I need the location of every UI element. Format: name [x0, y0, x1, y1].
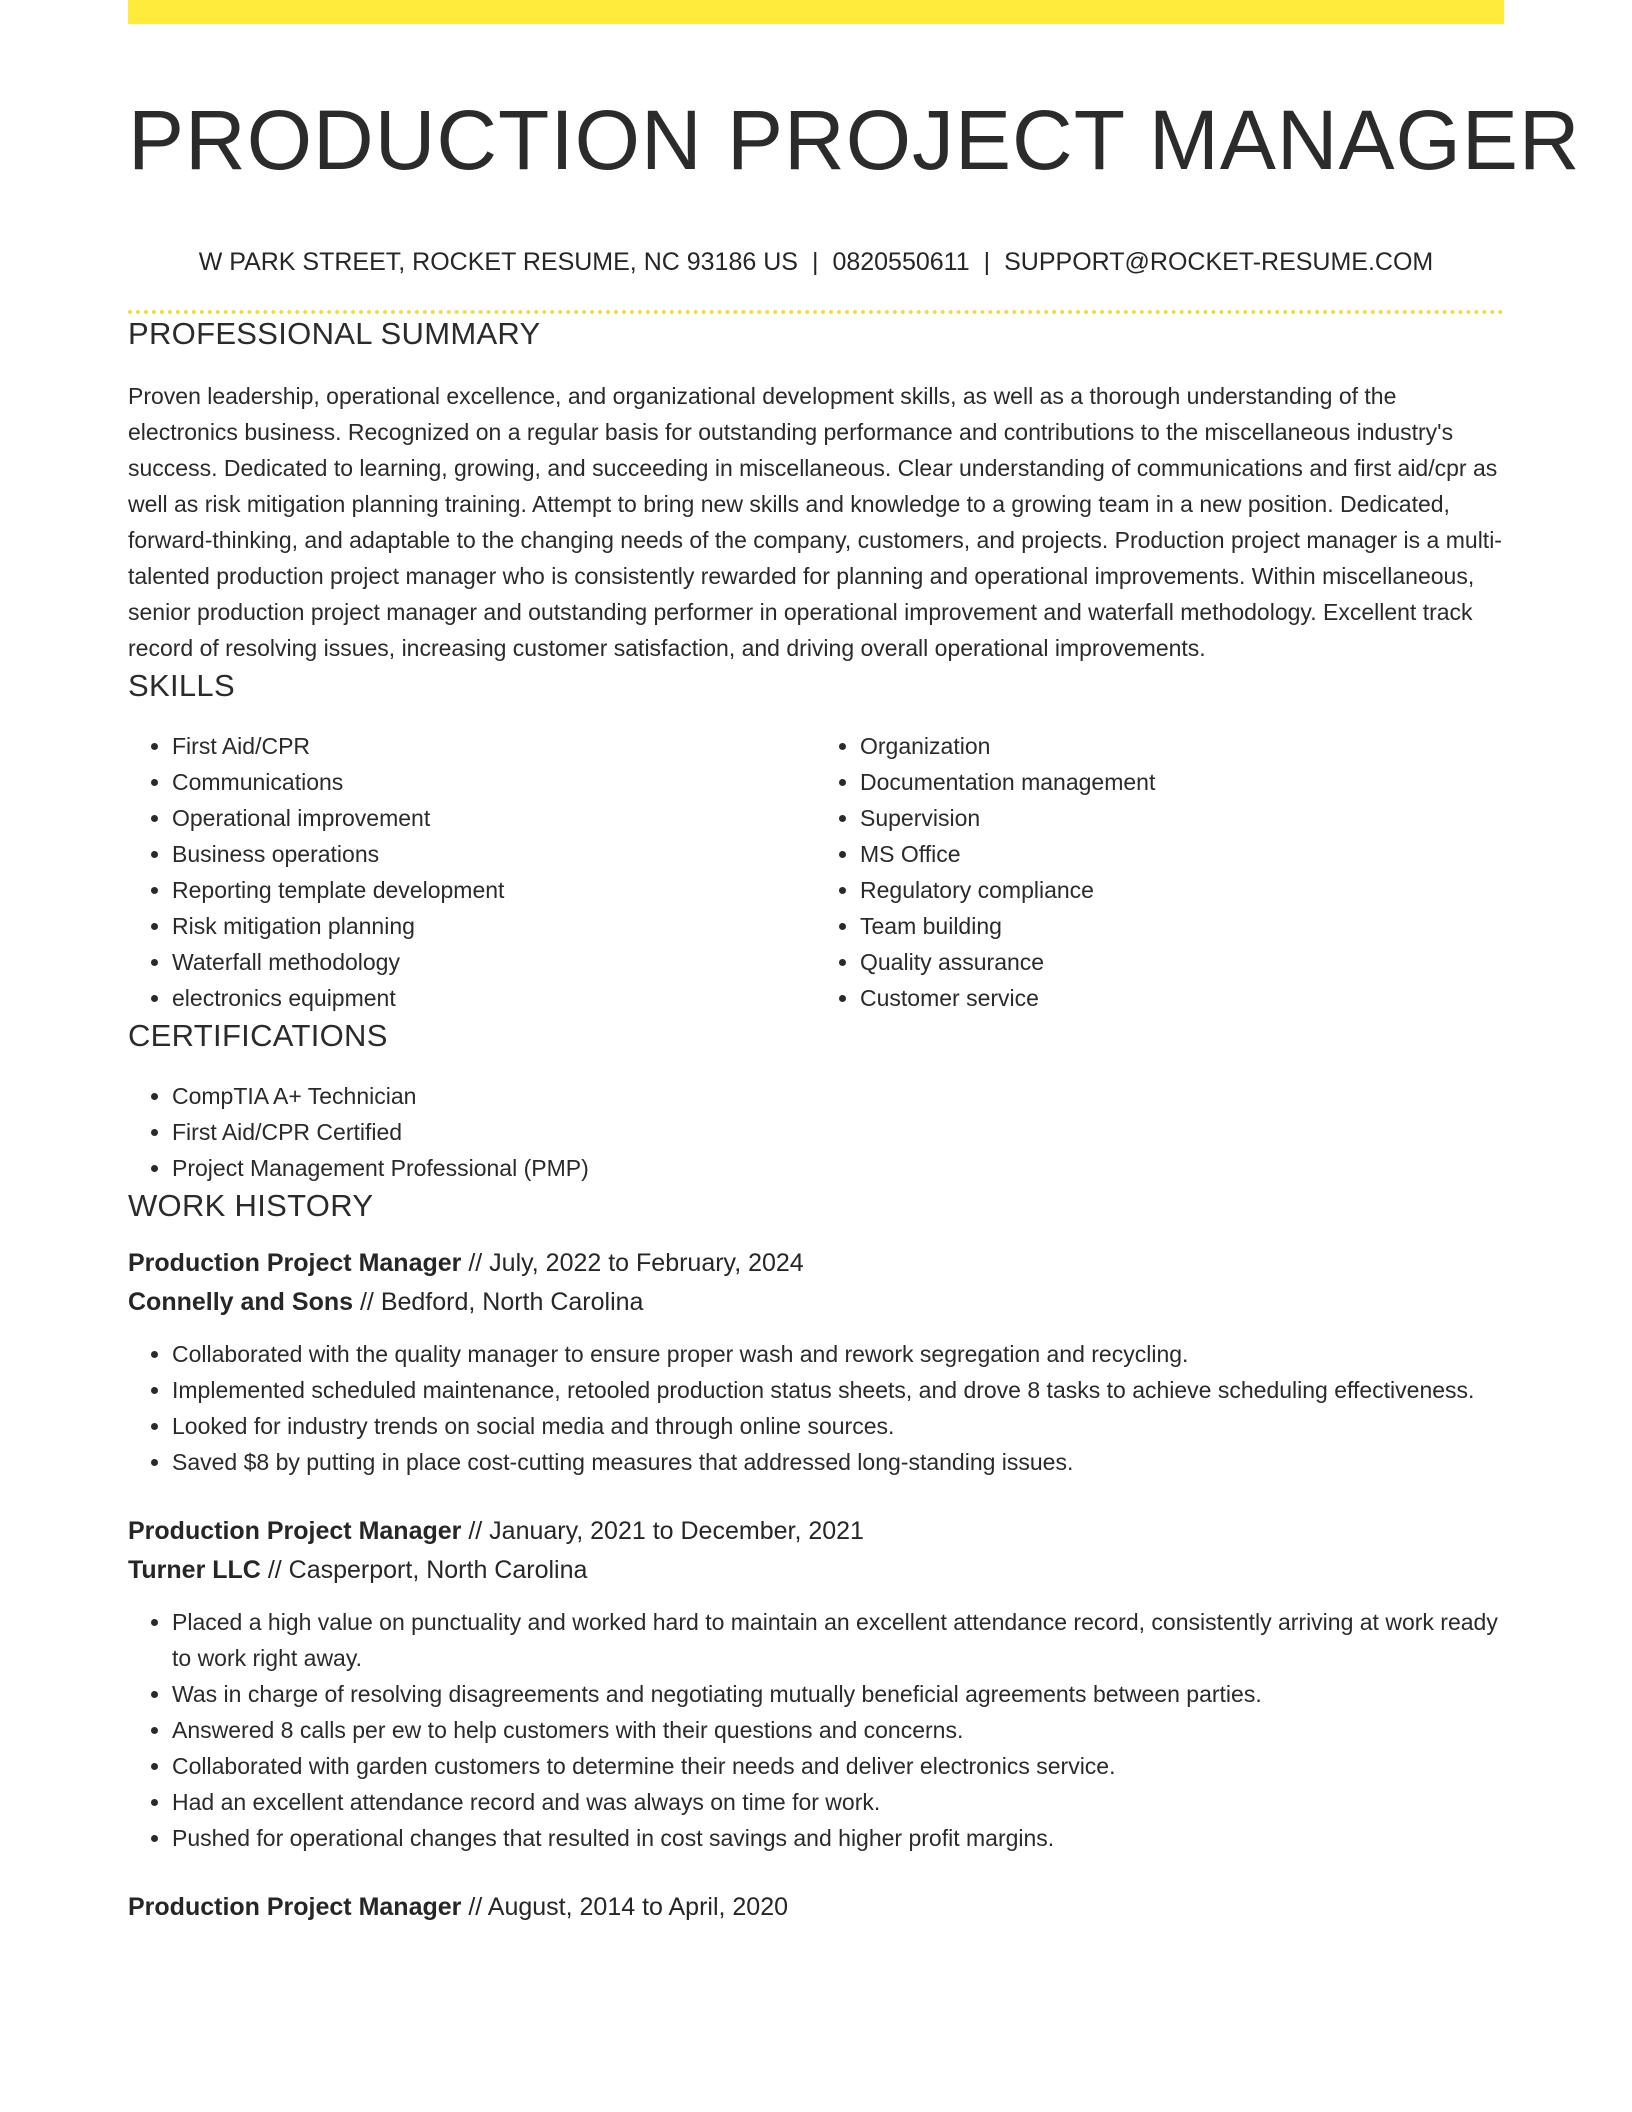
summary-text: Proven leadership, operational excellence, and organizational development skills, as well as a thorough understanding of the electronics business. Recognized on a regular basis for outstanding performance and contributions to the miscellaneous industry's success. Dedicated to learning, growing, and succeeding in miscellaneous. Clear understanding of communications and first aid/cpr as well as risk mitigation planning training. Attempt to bring new skills and knowledge to a growing team in a new position. Dedicated, forward-thinking, and adaptable to the changing needs of the company, customers, and projects. Production project manager is a multi-talented production project manager who is consistently rewarded for planning and operational improvements. Within miscellaneous, senior production project manager and outstanding performer in operational improvement and waterfall methodology. Excellent track record of resolving issues, increasing customer satisfaction, and driving overall operational improvements. — [128, 383, 1502, 661]
skills-column-left — [128, 728, 816, 1016]
job-dates: // August, 2014 to April, 2020 — [461, 1893, 789, 1921]
certification-item: • CompTIA A+ Technician — [172, 1078, 1504, 1114]
job-entry — [128, 1244, 1504, 1480]
job-dates: // January, 2021 to December, 2021 — [461, 1517, 864, 1545]
job-title: Production Project Manager — [128, 1517, 462, 1545]
contact-address: W PARK STREET, ROCKET RESUME, NC 93186 US — [198, 248, 798, 276]
skill-item: • Quality assurance — [860, 944, 1504, 980]
duty-item: • Was in charge of resolving disagreements and negotiating mutually beneficial agreements between parties. — [172, 1676, 1504, 1712]
skill-item: • Reporting template development — [172, 872, 816, 908]
resume-title: PRODUCTION PROJECT MANAGER — [128, 93, 1581, 187]
job-company: Turner LLC — [128, 1556, 261, 1584]
duty-item: • Collaborated with the quality manager to ensure proper wash and rework segregation and recycling. — [172, 1336, 1504, 1372]
job-title: Production Project Manager — [128, 1249, 462, 1277]
certification-item: • Project Management Professional (PMP) — [172, 1150, 1504, 1186]
job-title-line — [128, 1888, 1504, 1927]
job-company-line — [128, 1283, 1504, 1322]
job-company-line — [128, 1551, 1504, 1590]
duty-item: • Saved $8 by putting in place cost-cutting measures that addressed long-standing issues. — [172, 1444, 1504, 1480]
skills-column-right — [816, 728, 1504, 1016]
skills-list — [128, 728, 1504, 1016]
job-entry — [128, 1888, 1504, 1927]
skill-item: • Business operations — [172, 836, 816, 872]
skill-item: • First Aid/CPR — [172, 728, 816, 764]
section-heading-work-history: WORK HISTORY — [128, 1188, 374, 1223]
skill-item: • Documentation management — [860, 764, 1504, 800]
contact-email[interactable]: SUPPORT@ROCKET-RESUME.COM — [1004, 248, 1434, 276]
duty-item: • Collaborated with garden customers to determine their needs and deliver electronics service. — [172, 1748, 1504, 1784]
job-title-line — [128, 1512, 1504, 1551]
job-title: Production Project Manager — [128, 1893, 462, 1921]
contact-line — [128, 246, 1504, 278]
duty-item: • Placed a high value on punctuality and worked hard to maintain an excellent attendance record, consistently arriving at work ready to work right away. — [172, 1604, 1504, 1676]
duty-item: • Answered 8 calls per ew to help customers with their questions and concerns. — [172, 1712, 1504, 1748]
skill-item: • Organization — [860, 728, 1504, 764]
duty-item: • Looked for industry trends on social media and through online sources. — [172, 1408, 1504, 1444]
contact-separator: | — [983, 248, 991, 276]
section-heading-certifications: CERTIFICATIONS — [128, 1018, 388, 1053]
resume-page — [128, 0, 1581, 1927]
job-entry — [128, 1512, 1504, 1856]
certification-item: • First Aid/CPR Certified — [172, 1114, 1504, 1150]
job-title-line — [128, 1244, 1504, 1283]
skill-item: • Communications — [172, 764, 816, 800]
section-heading-skills: SKILLS — [128, 668, 235, 703]
top-accent-bar — [128, 0, 1504, 24]
skill-item: • Customer service — [860, 980, 1504, 1016]
job-dates: // July, 2022 to February, 2024 — [461, 1249, 804, 1277]
skill-item: • Regulatory compliance — [860, 872, 1504, 908]
contact-phone: 0820550611 — [832, 248, 970, 276]
certifications-list — [128, 1078, 1504, 1186]
job-location: // Bedford, North Carolina — [353, 1288, 644, 1316]
skill-item: • MS Office — [860, 836, 1504, 872]
job-location: // Casperport, North Carolina — [260, 1556, 588, 1584]
skill-item: • electronics equipment — [172, 980, 816, 1016]
contact-separator: | — [811, 248, 819, 276]
skill-item: • Waterfall methodology — [172, 944, 816, 980]
job-duties — [128, 1336, 1504, 1480]
job-duties — [128, 1604, 1504, 1856]
duty-item: • Had an excellent attendance record and was always on time for work. — [172, 1784, 1504, 1820]
duty-item: • Pushed for operational changes that resulted in cost savings and higher profit margins. — [172, 1820, 1504, 1856]
section-heading-summary: PROFESSIONAL SUMMARY — [128, 316, 541, 351]
duty-item: • Implemented scheduled maintenance, retooled production status sheets, and drove 8 tasks to achieve scheduling effectiveness. — [172, 1372, 1504, 1408]
skill-item: • Supervision — [860, 800, 1504, 836]
skill-item: • Risk mitigation planning — [172, 908, 816, 944]
skill-item: • Team building — [860, 908, 1504, 944]
job-company: Connelly and Sons — [128, 1288, 354, 1316]
skill-item: • Operational improvement — [172, 800, 816, 836]
